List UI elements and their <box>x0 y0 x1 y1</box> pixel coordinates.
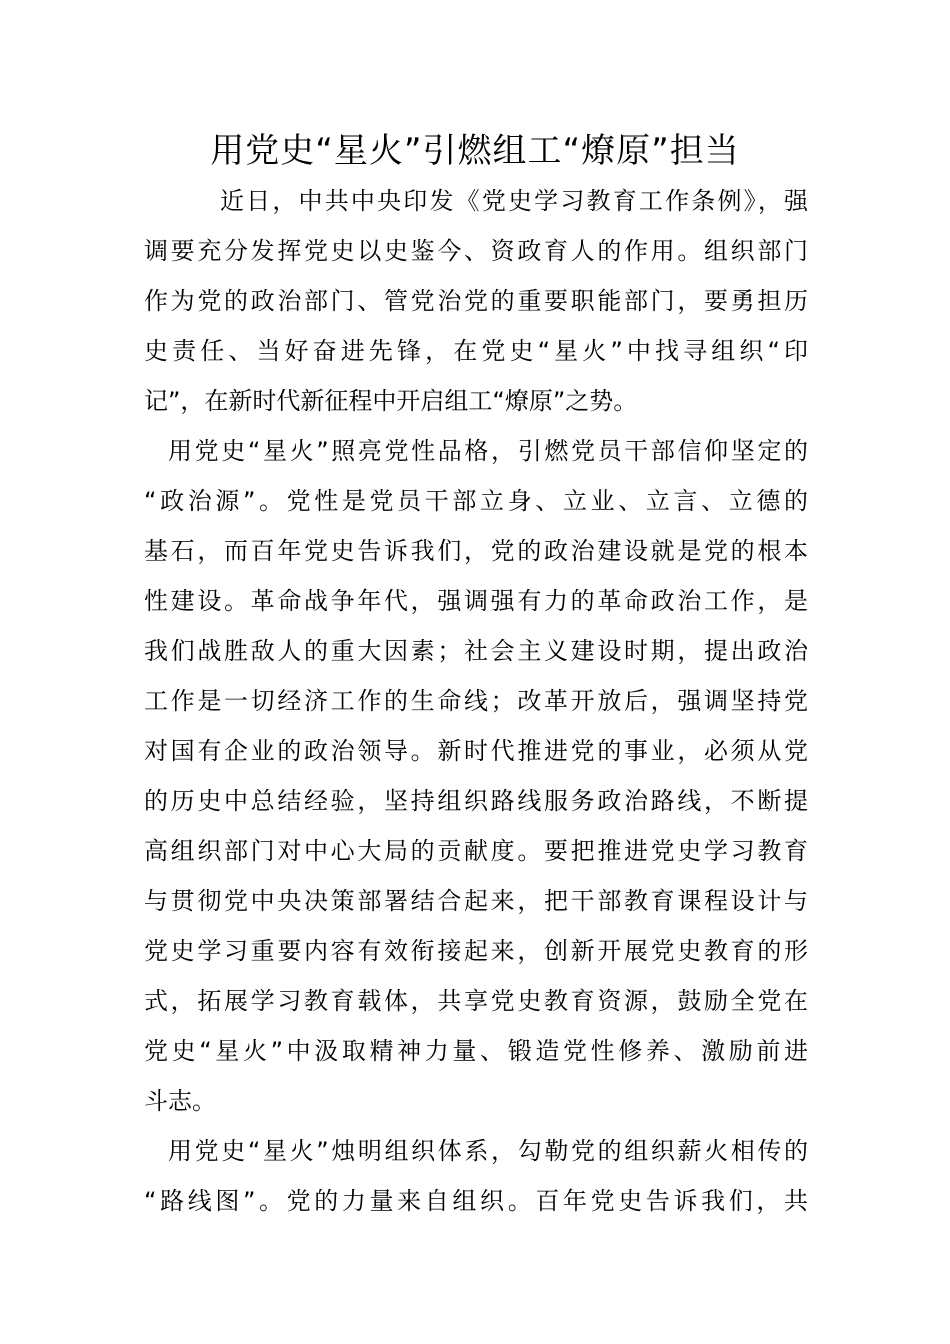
text-line: 史责任、当好奋进先锋，在党史“星火”中找寻组织“印 <box>144 337 808 365</box>
document-body <box>144 176 808 1226</box>
text-line: 基石，而百年党史告诉我们，党的政治建设就是党的根本 <box>144 537 808 565</box>
document-title: 用党史“星火”引燃组工“燎原”担当 <box>210 131 740 171</box>
text-line: “路线图”。党的力量来自组织。百年党史告诉我们，共 <box>144 1187 808 1215</box>
paragraph-organization <box>144 1126 808 1226</box>
text-line: 高组织部门对中心大局的贡献度。要把推进党史学习教育 <box>144 837 808 865</box>
text-line: 调要充分发挥党史以史鉴今、资政育人的作用。组织部门 <box>144 237 808 265</box>
text-line: 作为党的政治部门、管党治党的重要职能部门，要勇担历 <box>144 287 808 315</box>
text-line: 斗志。 <box>144 1087 216 1115</box>
text-line: 对国有企业的政治领导。新时代推进党的事业，必须从党 <box>144 737 808 765</box>
text-line: 党史学习重要内容有效衔接起来，创新开展党史教育的形 <box>144 937 808 965</box>
text-line: 记”，在新时代新征程中开启组工“燎原”之势。 <box>144 387 638 415</box>
text-line: 我们战胜敌人的重大因素；社会主义建设时期，提出政治 <box>144 637 808 665</box>
text-line: 与贯彻党中央决策部署结合起来，把干部教育课程设计与 <box>144 887 808 915</box>
paragraph-intro <box>144 176 808 426</box>
text-line: 的历史中总结经验，坚持组织路线服务政治路线，不断提 <box>144 787 808 815</box>
text-line: 党史“星火”中汲取精神力量、锻造党性修养、激励前进 <box>144 1037 808 1065</box>
text-line: 用党史“星火”烛明组织体系，勾勒党的组织薪火相传的 <box>168 1137 808 1165</box>
text-line: 用党史“星火”照亮党性品格，引燃党员干部信仰坚定的 <box>168 437 808 465</box>
text-line: 式，拓展学习教育载体，共享党史教育资源，鼓励全党在 <box>144 987 808 1015</box>
text-line: 工作是一切经济工作的生命线；改革开放后，强调坚持党 <box>144 687 808 715</box>
text-line: “政治源”。党性是党员干部立身、立业、立言、立德的 <box>144 487 808 515</box>
text-line: 性建设。革命战争年代，强调强有力的革命政治工作，是 <box>144 587 808 615</box>
text-line: 近日，中共中央印发《党史学习教育工作条例》，强 <box>220 187 808 215</box>
paragraph-party-spirit <box>144 426 808 1126</box>
